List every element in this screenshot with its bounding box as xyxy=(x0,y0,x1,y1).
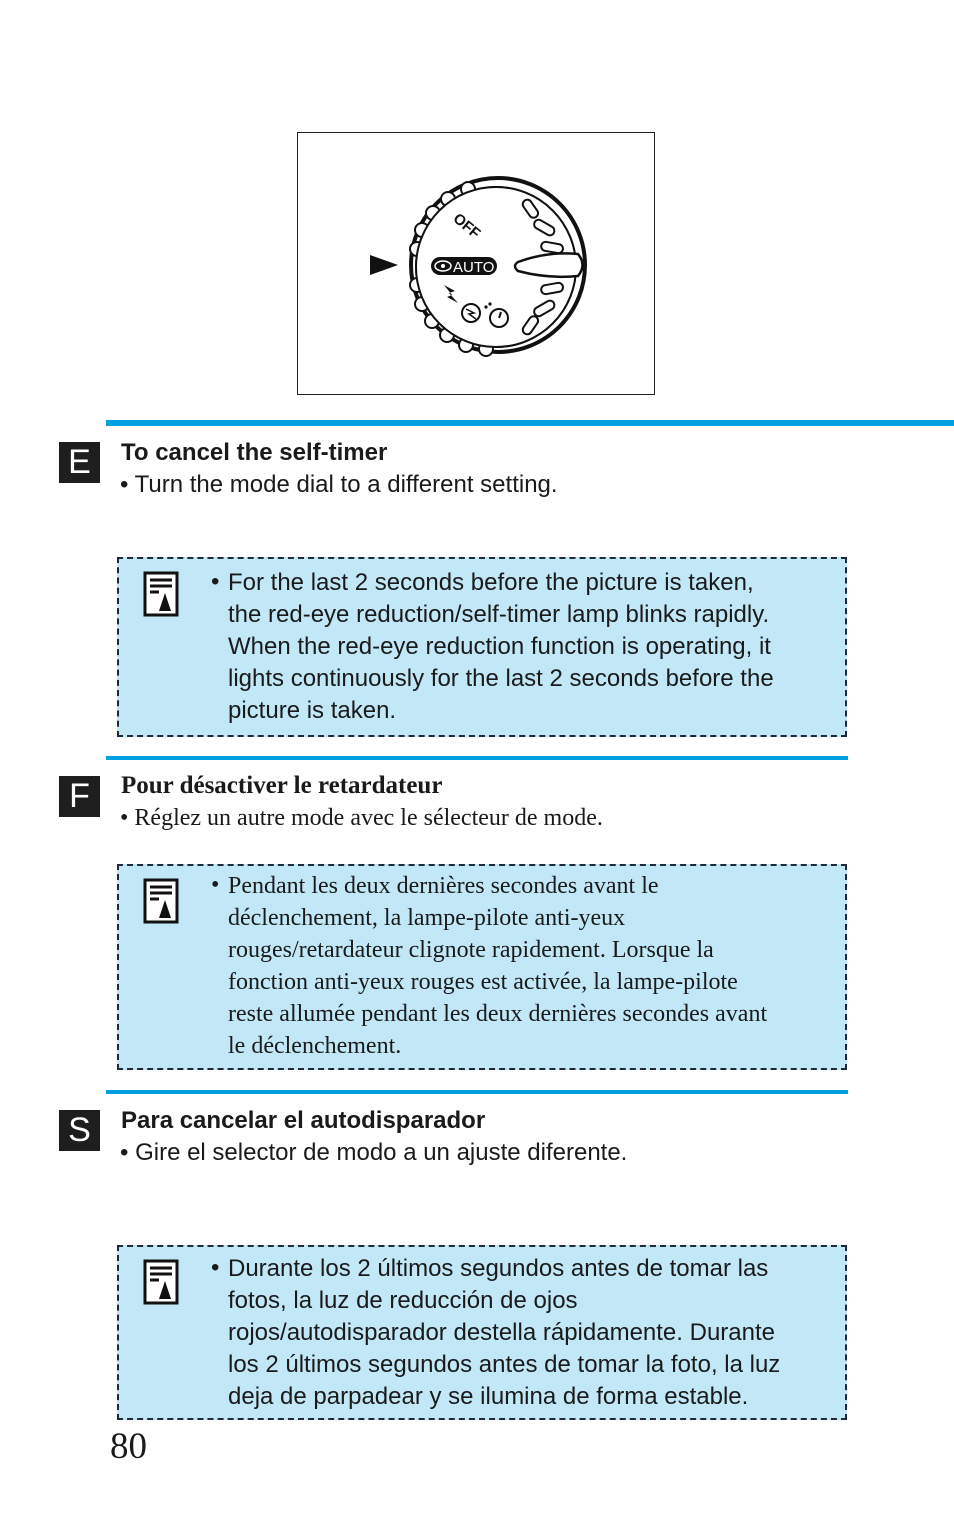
note-box-french xyxy=(117,864,847,1070)
note-text-english xyxy=(228,567,837,727)
memo-icon xyxy=(143,1259,179,1305)
note-line: Pendant les deux dernières secondes avant le xyxy=(228,873,659,899)
section-divider-french xyxy=(106,756,848,760)
language-badge-english: E xyxy=(59,442,100,483)
auto-label: AUTO xyxy=(453,259,495,276)
language-badge-french: F xyxy=(59,776,100,817)
note-line: deja de parpadear y se ilumina de forma estable. xyxy=(228,1383,749,1410)
note-box-spanish xyxy=(117,1245,847,1420)
note-line: For the last 2 seconds before the picture is taken, xyxy=(228,569,754,596)
note-line: le déclenchement. xyxy=(228,1033,402,1059)
pointer-arrow-icon xyxy=(370,255,398,275)
note-line: picture is taken. xyxy=(228,697,397,724)
mode-dial-illustration xyxy=(298,133,656,396)
note-line: lights continuously for the last 2 seconds before the xyxy=(228,665,774,692)
note-line: the red-eye reduction/self-timer lamp blinks rapidly. xyxy=(228,601,770,628)
page-number: 80 xyxy=(110,1426,147,1467)
section-divider-spanish xyxy=(106,1090,848,1094)
off-label: OFF xyxy=(449,210,484,243)
mode-dial-figure xyxy=(297,132,655,395)
note-line: rouges/retardateur clignote rapidement. Lorsque la xyxy=(228,937,714,963)
memo-icon xyxy=(143,878,179,924)
section-heading-english: To cancel the self-timer xyxy=(121,439,388,466)
section-heading-french: Pour désactiver le retardateur xyxy=(121,772,443,799)
note-line: Durante los 2 últimos segundos antes de tomar las xyxy=(228,1255,769,1282)
note-line: reste allumée pendant les deux dernières secondes avant xyxy=(228,1001,768,1027)
section-heading-spanish: Para cancelar el autodisparador xyxy=(121,1107,486,1134)
memo-icon xyxy=(143,571,179,617)
section-divider-top xyxy=(106,420,954,426)
note-bullet: • xyxy=(211,568,220,595)
note-line: When the red-eye reduction function is operating, it xyxy=(228,633,771,660)
note-line: los 2 últimos segundos antes de tomar la foto, la luz xyxy=(228,1351,781,1378)
note-line: fotos, la luz de reducción de ojos xyxy=(228,1287,578,1314)
instruction-english: • Turn the mode dial to a different setting. xyxy=(120,471,558,498)
note-text-spanish xyxy=(228,1253,837,1413)
language-badge-spanish: S xyxy=(59,1110,100,1151)
instruction-spanish: • Gire el selector de modo a un ajuste diferente. xyxy=(120,1139,628,1166)
note-box-english xyxy=(117,557,847,737)
note-text-french xyxy=(228,870,837,1062)
instruction-french: • Réglez un autre mode avec le sélecteur de mode. xyxy=(120,805,603,831)
note-bullet: • xyxy=(211,1254,220,1281)
note-line: déclenchement, la lampe-pilote anti-yeux xyxy=(228,905,626,931)
note-line: rojos/autodisparador destella rápidamente. Durante xyxy=(228,1319,775,1346)
note-line: fonction anti-yeux rouges est activée, la lampe-pilote xyxy=(228,969,738,995)
note-bullet: • xyxy=(211,872,220,898)
